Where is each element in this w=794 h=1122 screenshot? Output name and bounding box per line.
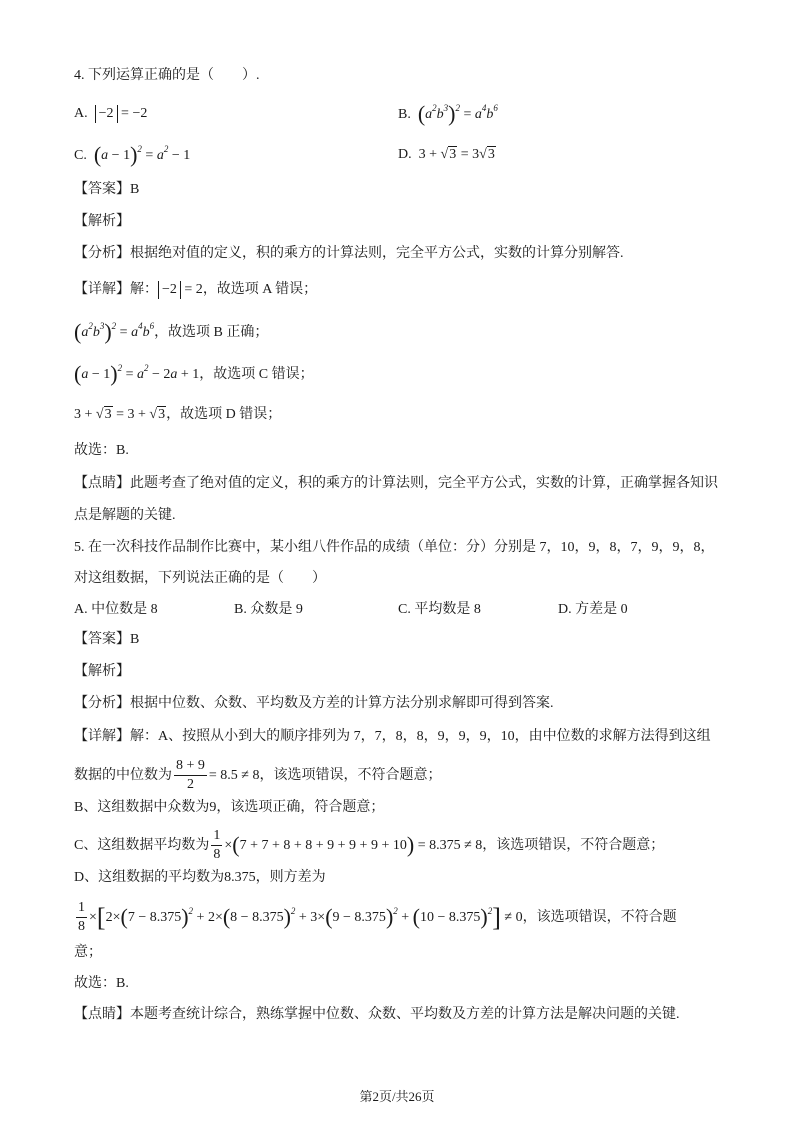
q4-detail-d [74,405,281,425]
q4-detail-prefix: 【详解】解： [74,282,158,297]
q4-detail-d-text: ，故选项 D 错误； [166,407,282,422]
q4-detail-b-formula: $(a^2b^3)^2 = a^4b^6$ [74,319,155,344]
q4-option-a-label: A. [74,106,88,121]
q4-option-a-formula: −2 = −2 [91,106,147,121]
q5-analysis: 【解析】 [74,664,130,679]
q5-median-formula: $\frac{8 + 9}{2}$ = 8.5 ≠ 8 [176,758,260,793]
q4-detail-a-formula: −2 = 2 [158,282,203,297]
q5-detail-line1: 【详解】解：A、按照从小到大的顺序排列为 7，7，8，8，9，9，9，10，由中位数的求解方法得到这组 [74,729,711,744]
q5-mean-formula: $\frac{1}{8}$ ×(7 + 7 + 8 + 8 + 9 + 9 + 9 + 10) = 8.375 ≠ 8 [213,828,483,863]
q4-detail-a-text: ，故选项 A 错误； [202,282,318,297]
q4-detail-c-formula: $(a - 1)^2 = a^2 - 2a + 1$ [74,361,200,386]
q4-option-d [398,145,496,165]
q4-option-c [74,142,191,167]
q4-option-d-formula: 3 + √3 = 3√3 [418,147,495,162]
q4-option-b [398,101,498,126]
q4-answer: 【答案】B [74,182,140,197]
q5-variance-line [74,896,677,939]
q5-variance-formula: $\frac{1}{8}$ $\times[2\times(7 - 8.375)^2 + 2\times(8 - 8.375)^2 + 3\times(9 - 8.375)^2 + (10 - 8.375)^2] \ne 0$ [78,900,523,935]
q4-fenxi: 【分析】根据绝对值的定义，积的乘方的计算法则，完全平方公式，实数的计算分别解答. [74,246,624,261]
q5-detail-median-prefix: 数据的中位数为 [74,768,172,783]
q4-comment-line1: 【点睛】此题考查了绝对值的定义，积的乘方的计算法则，完全平方公式，实数的计算，正确掌握各知识 [74,476,718,491]
q5-detail-variance-suffix: ，该选项错误，不符合题 [522,910,677,925]
q5-option-c: C. 平均数是 8 [398,602,481,617]
q5-title-line2: 对这组数据，下列说法正确的是（ ） [74,571,326,586]
q4-option-d-label: D. [398,147,412,162]
q4-detail-b [74,319,269,344]
q5-detail-mean-prefix: C、这组数据平均数为 [74,838,210,853]
q4-detail-a [74,280,317,300]
q5-detail-mode [74,798,384,818]
q4-comment-line2: 点是解题的关键. [74,508,176,523]
q4-detail-c-text: ，故选项 C 错误； [199,367,314,382]
q5-detail-median-suffix: ，该选项错误，不符合题意； [259,768,442,783]
q4-option-c-formula: $(a - 1)^2 = a^2 - 1$ [93,142,191,167]
q5-detail-variance-intro [74,868,326,888]
q5-option-b: B. 众数是 9 [234,602,303,617]
q5-detail-mean-suffix: ，该选项错误，不符合题意； [482,838,665,853]
q4-choose: 故选：B. [74,443,129,458]
q5-detail-mode-prefix: B、这组数据中众数为 [74,800,210,815]
q5-detail-mode-suffix: ，该选项正确，符合题意； [216,800,385,815]
q4-option-b-label: B. [398,107,411,122]
q4-detail-c [74,361,314,386]
q5-comment: 【点睛】本题考查统计综合，熟练掌握中位数、众数、平均数及方差的计算方法是解决问题的关键. [74,1007,680,1022]
q4-analysis: 【解析】 [74,214,130,229]
q5-variance-mean: 8.375 [224,870,256,885]
q5-detail-variance-end: 意； [74,945,102,960]
q4-detail-d-formula: 3 + √3 = 3 + √3 [74,407,166,422]
q5-answer: 【答案】B [74,632,140,647]
q4-title: 4. 下列运算正确的是（ ）. [74,68,260,83]
q4-detail-b-text: ，故选项 B 正确； [154,325,269,340]
q4-option-c-label: C. [74,148,87,163]
q5-choose: 故选：B. [74,976,129,991]
q5-detail-variance-mid: ，则方差为 [255,870,326,885]
q5-fenxi: 【分析】根据中位数、众数、平均数及方差的计算方法分别求解即可得到答案. [74,696,554,711]
q5-detail-median [74,756,442,796]
q5-detail-mean [74,825,664,866]
q4-option-a [74,104,147,124]
q5-option-a: A. 中位数是 8 [74,602,158,617]
q5-option-d: D. 方差是 0 [558,602,628,617]
q5-detail-variance-prefix: D、这组数据的平均数为 [74,870,225,885]
q4-option-b-formula: $(a^2b^3)^2 = a^4b^6$ [417,101,498,126]
q5-title-line1: 5. 在一次科技作品制作比赛中，某小组八件作品的成绩（单位：分）分别是 7，10，9，8，7，9，9，8， [74,540,715,555]
page-footer: 第2页/共26页 [359,1089,435,1104]
q5-mode-value: 9 [209,800,217,815]
